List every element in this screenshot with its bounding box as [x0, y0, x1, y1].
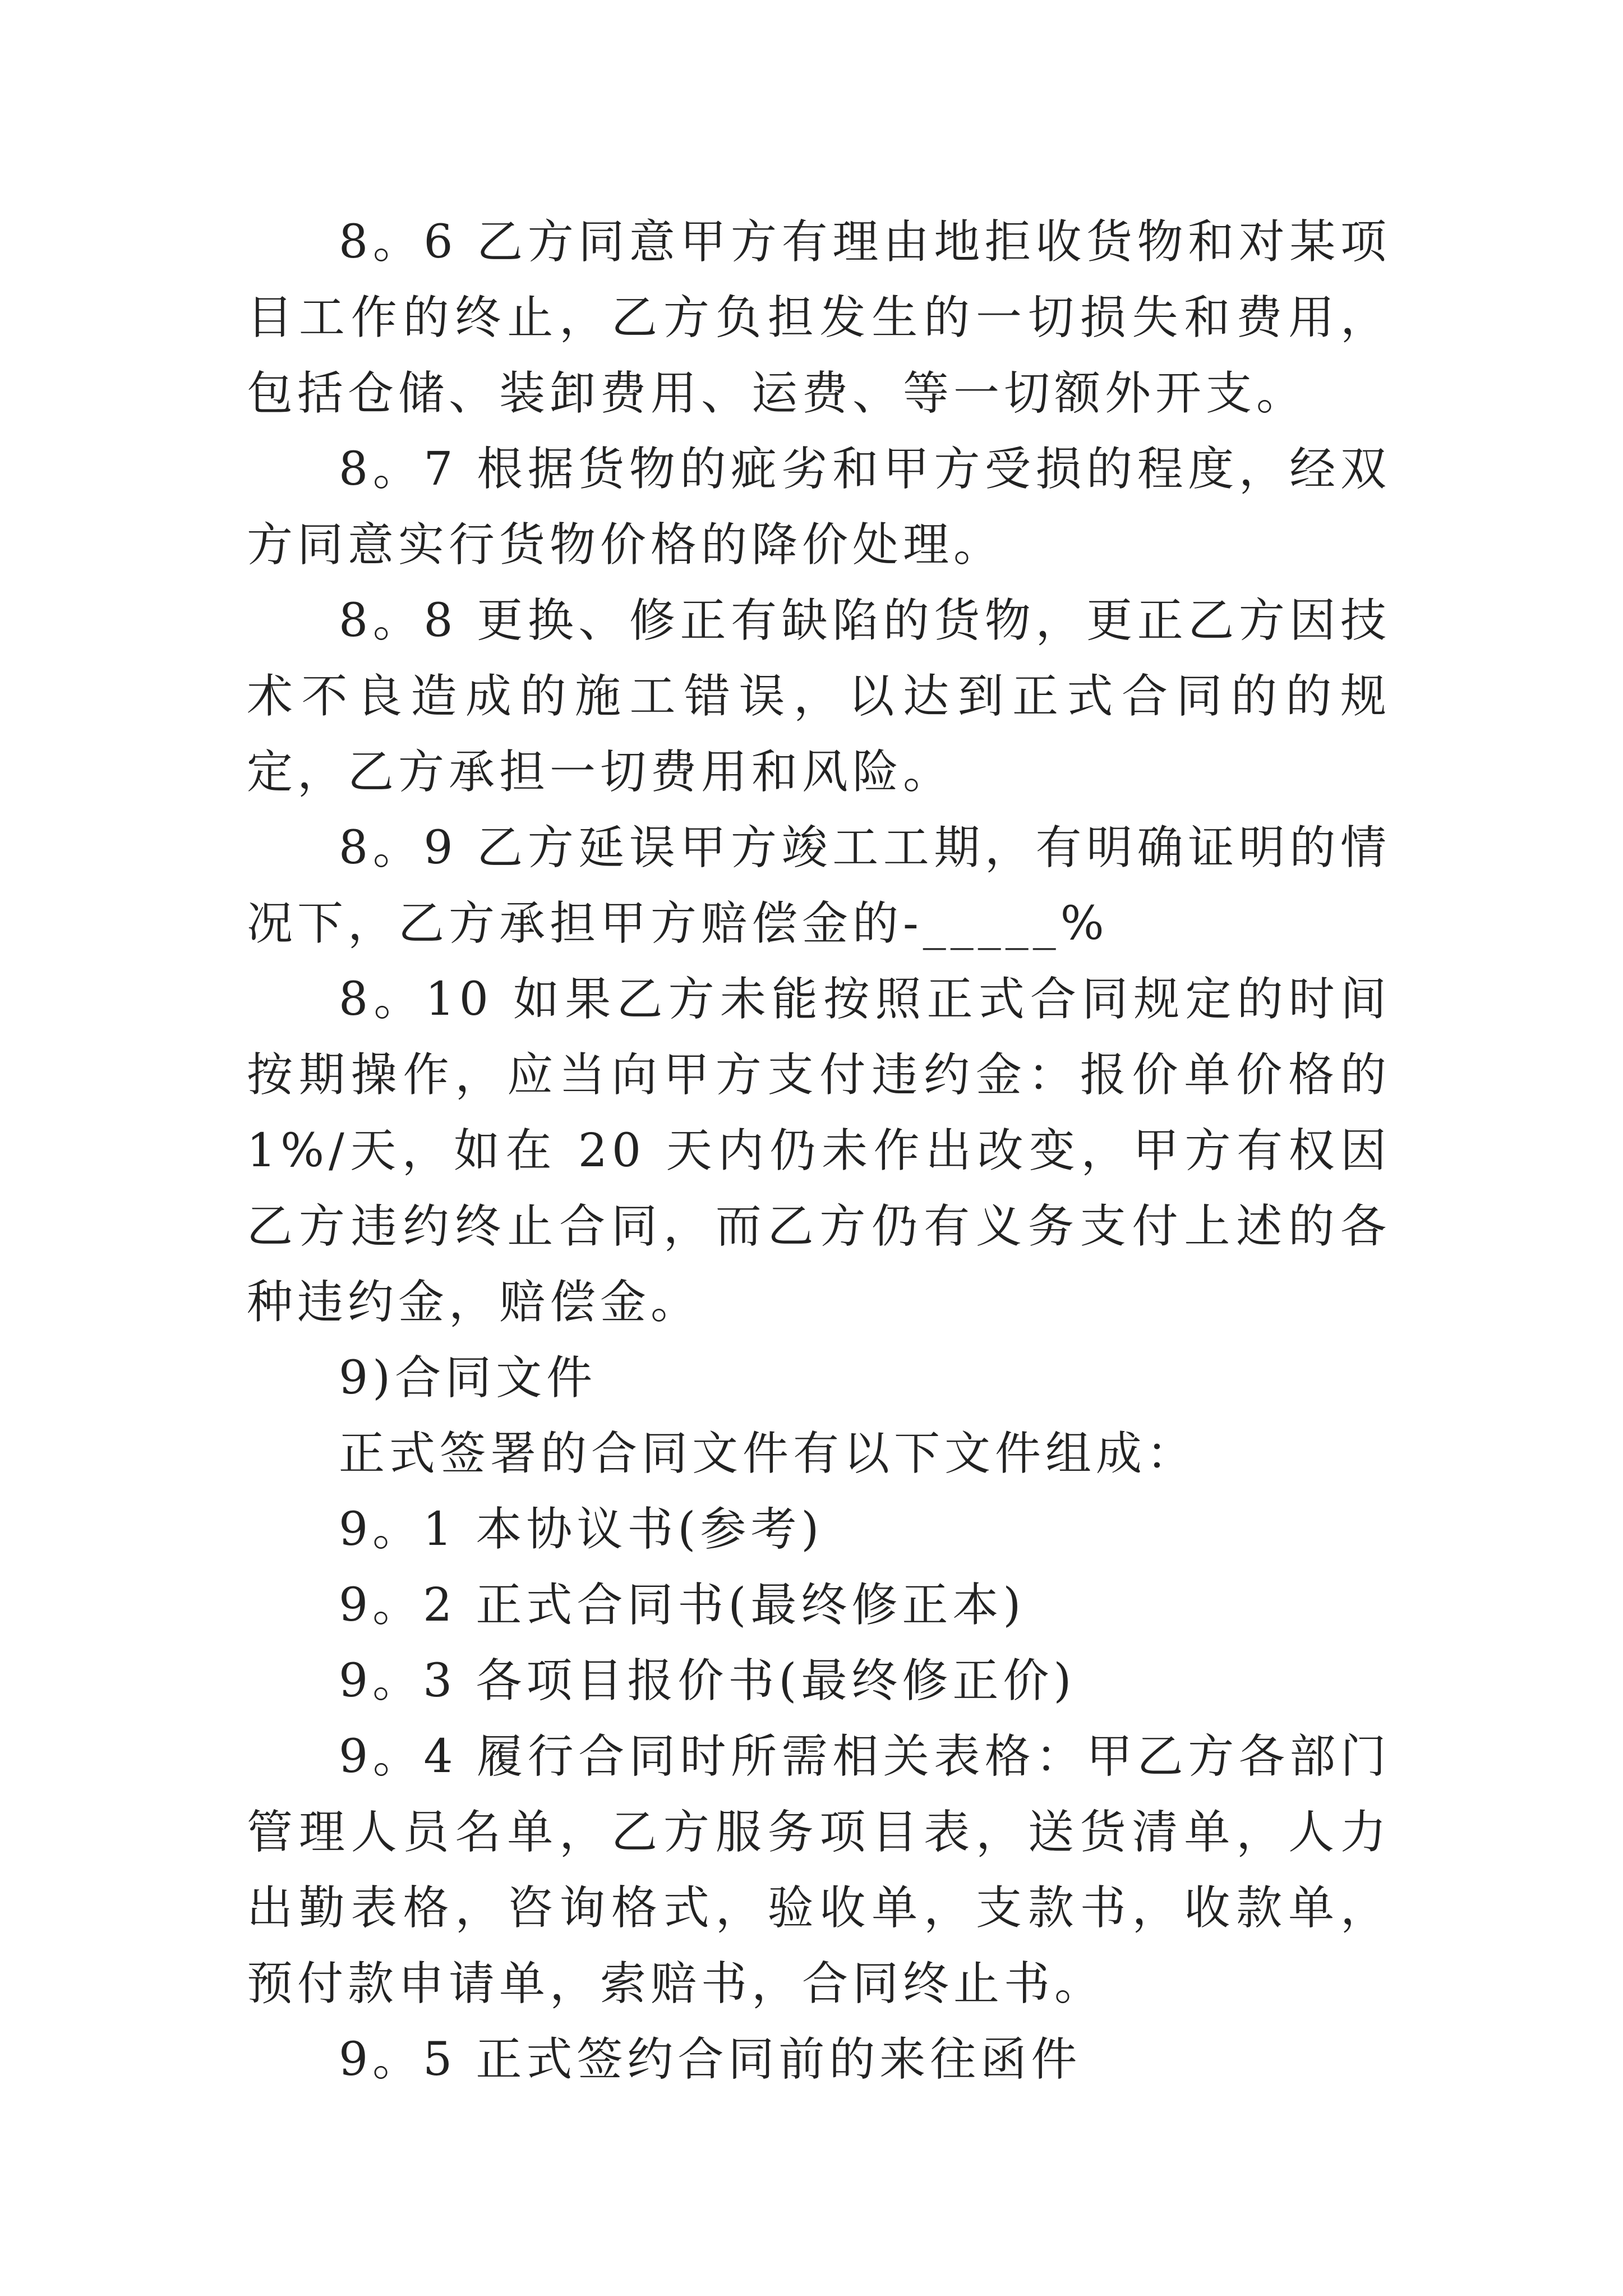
clause-9-3: 9。3 各项目报价书(最终修正价)	[339, 1654, 1076, 1708]
clause-9-1: 9。1 本协议书(参考)	[339, 1503, 824, 1556]
clause-8-7: 8。7 根据货物的疵劣和甲方受损的程度，经双方同意实行货物价格的降价处理。	[247, 443, 1391, 572]
clause-9-2: 9。2 正式合同书(最终修正本)	[339, 1579, 1026, 1632]
clause-9-4: 9。4 履行合同时所需相关表格：甲乙方各部门管理人员名单，乙方服务项目表，送货清单，人力出勤表格，咨询格式，验收单，支款书，收款单，预付款申请单，索赔书，合同终止书。	[247, 1730, 1391, 2010]
clause-8-6: 8。6 乙方同意甲方有理由地拒收货物和对某项目工作的终止，乙方负担发生的一切损失和费用，包括仓储、装卸费用、运费、等一切额外开支。	[247, 215, 1391, 420]
section-9-intro: 正式签署的合同文件有以下文件组成：	[339, 1427, 1197, 1480]
section-9-heading: 9)合同文件	[339, 1351, 597, 1405]
clause-8-10: 8。10 如果乙方未能按照正式合同规定的时间按期操作，应当向甲方支付违约金：报价单价格的 1%/天，如在 20 天内仍未作出改变，甲方有权因乙方违约终止合同，而乙方仍有义务支付上述的各种违约金，赔偿金。	[247, 973, 1391, 1329]
clause-8-9: 8。9 乙方延误甲方竣工工期，有明确证明的情况下，乙方承担甲方赔偿金的-_____%	[247, 821, 1391, 950]
document-body	[247, 204, 1391, 2097]
clause-9-5: 9。5 正式签约合同前的来往函件	[339, 2033, 1082, 2086]
clause-8-8: 8。8 更换、修正有缺陷的货物，更正乙方因技术不良造成的施工错误，以达到正式合同的的规定，乙方承担一切费用和风险。	[247, 594, 1391, 799]
